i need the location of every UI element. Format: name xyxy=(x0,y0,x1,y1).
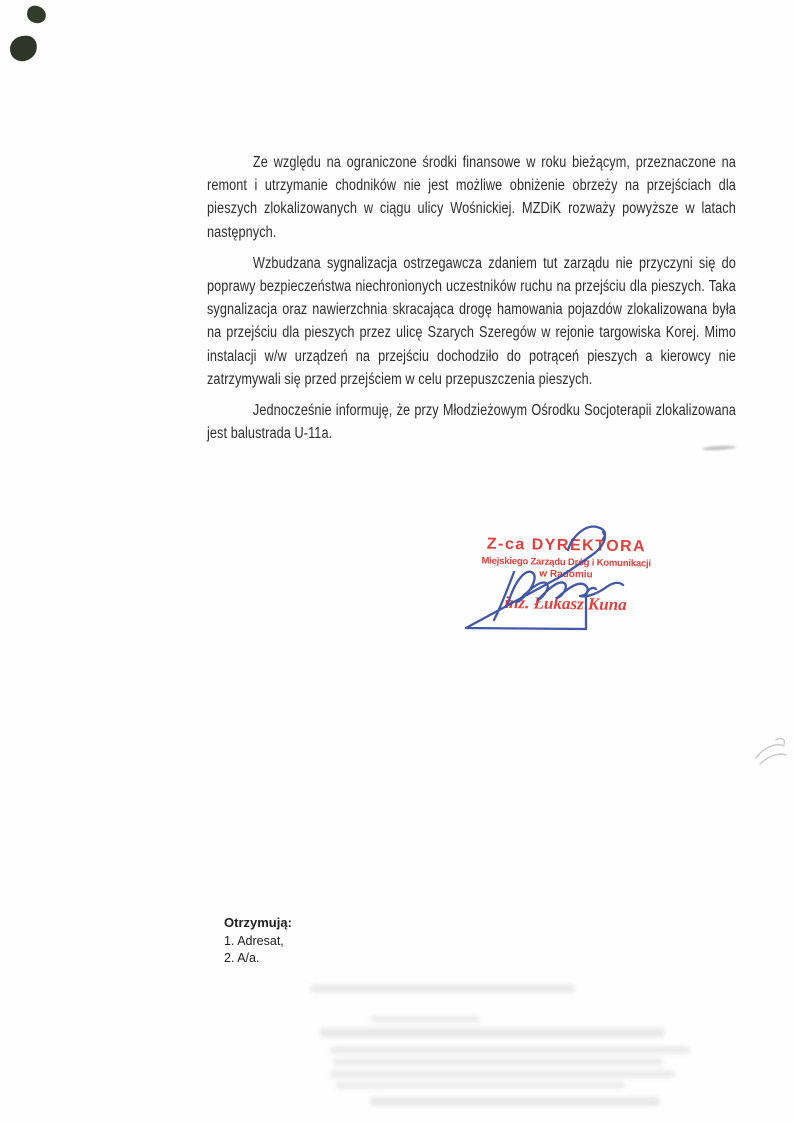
signature-loops xyxy=(508,572,623,604)
letter-body xyxy=(207,151,736,453)
handwritten-signature xyxy=(450,520,670,650)
stamp-signer-name: inż. Łukasz Kuna xyxy=(504,592,627,615)
ghost-text-artifact xyxy=(370,1016,480,1022)
distribution-heading: Otrzymują: xyxy=(224,915,292,930)
distribution-list xyxy=(224,915,292,967)
ghost-text-artifact xyxy=(320,1028,665,1037)
stamp-org: Miejskiego Zarządu Dróg i Komunikacji xyxy=(481,555,652,570)
scan-artifact-corner-2 xyxy=(8,34,38,63)
distribution-item-2: 2. A/a. xyxy=(224,951,260,965)
ghost-text-artifact xyxy=(310,984,575,993)
ghost-text-artifact xyxy=(330,1070,675,1078)
paragraph-2: Wzbudzana sygnalizacja ostrzegawcza zdaniem tut zarządu nie przyczyni się do poprawy bezpieczeństwa niechronionych uczestników ruchu na przejściu dla pieszych. Taka sygnalizacja oraz nawierzchnia skracająca drogę hamowania pojazdów zlokalizowana była na przejściu dla pieszych przez ulicę Szarych Szeregów w rejonie targowiska Korej. Mimo instalacji w/w urządzeń na przejściu dochodziło do potrąceń pieszych a kierowcy nie zatrzymywali się przed przejściem w celu przepuszczenia pieszych. xyxy=(207,254,736,388)
ghost-text-artifact xyxy=(370,1097,660,1106)
squiggle-artifact xyxy=(748,728,793,773)
ghost-text-artifact xyxy=(333,1058,663,1066)
stamp-city: w Radomiu xyxy=(539,568,593,581)
scan-artifact-corner-1 xyxy=(26,4,48,24)
paragraph-1: Ze względu na ograniczone środki finansowe w roku bieżącym, przeznaczone na remont i utrzymanie chodników nie jest możliwe obniżenie obrzeży na przejściach dla pieszych zlokalizowanych w ciągu ulicy Wośnickiej. MZDiK rozważy powyższe w latach następnych. xyxy=(207,154,736,241)
stamp-title: Z-ca DYREKTORA xyxy=(486,535,647,556)
ghost-text-artifact xyxy=(335,1081,625,1089)
ghost-text-artifact xyxy=(330,1046,690,1054)
distribution-item-1: 1. Adresat, xyxy=(224,934,284,948)
paragraph-3: Jednocześnie informuję, że przy Młodzieżowym Ośrodku Socjoterapii zlokalizowana jest balustrada U-11a. xyxy=(207,402,736,443)
signature-top-loop xyxy=(568,527,605,550)
